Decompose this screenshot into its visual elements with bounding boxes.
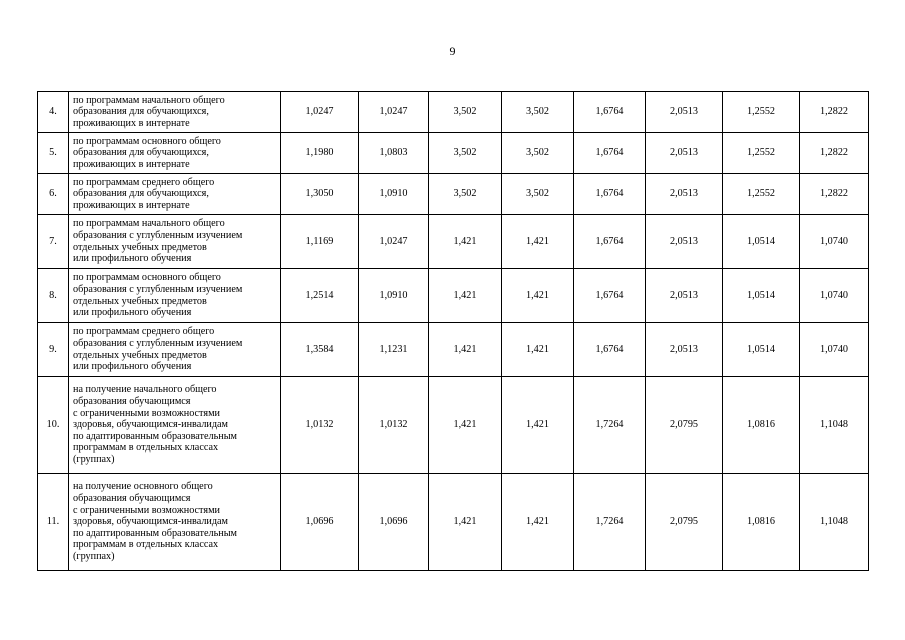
coefficient-cell: 2,0513: [646, 92, 723, 133]
description-line: отдельных учебных предметов: [73, 295, 207, 307]
coefficient-cell: 1,421: [502, 474, 574, 571]
coefficient-cell: 1,0816: [723, 474, 800, 571]
coefficients-table: [37, 91, 869, 571]
coefficient-cell: 1,6764: [574, 92, 646, 133]
coefficient-cell: 3,502: [502, 174, 574, 215]
table-row: [38, 377, 869, 474]
description-line: по адаптированным образовательным: [73, 430, 237, 442]
description-line: по адаптированным образовательным: [73, 527, 237, 539]
description-line: (группах): [73, 550, 115, 562]
coefficient-cell: 1,421: [502, 215, 574, 269]
description-line: или профильного обучения: [73, 307, 192, 319]
description-line: по программам среднего общего: [73, 176, 215, 188]
description-line: здоровья, обучающимся-инвалидам: [73, 419, 229, 431]
table-row: [38, 133, 869, 174]
table-body: [38, 92, 869, 571]
coefficient-cell: 1,0514: [723, 323, 800, 377]
description-line: программам в отдельных классах: [73, 442, 219, 454]
coefficient-cell: 1,0696: [359, 474, 429, 571]
description-line: на получение основного общего: [73, 481, 213, 493]
table-row: [38, 323, 869, 377]
coefficient-cell: 3,502: [429, 133, 502, 174]
coefficient-cell: 1,6764: [574, 174, 646, 215]
row-number: 7.: [38, 215, 69, 269]
row-number: 4.: [38, 92, 69, 133]
row-description: [69, 174, 281, 215]
coefficient-cell: 1,2552: [723, 133, 800, 174]
description-line: по программам основного общего: [73, 272, 221, 284]
description-line: или профильного обучения: [73, 361, 192, 373]
coefficient-cell: 1,0696: [281, 474, 359, 571]
coefficient-cell: 1,0740: [800, 323, 869, 377]
coefficient-cell: 1,2514: [281, 269, 359, 323]
coefficient-cell: 1,421: [502, 269, 574, 323]
coefficient-cell: 2,0513: [646, 215, 723, 269]
description-line: по программам начального общего: [73, 94, 225, 106]
table-row: [38, 269, 869, 323]
coefficient-cell: 2,0795: [646, 474, 723, 571]
description-line: проживающих в интернате: [73, 158, 190, 170]
coefficient-cell: 2,0513: [646, 133, 723, 174]
coefficient-cell: 1,0247: [281, 92, 359, 133]
page-number: 9: [449, 44, 456, 58]
table-row: [38, 174, 869, 215]
coefficient-cell: 1,0132: [281, 377, 359, 474]
row-description: [69, 215, 281, 269]
description-line: образования обучающимся: [73, 396, 191, 408]
coefficient-cell: 3,502: [502, 92, 574, 133]
row-description: [69, 269, 281, 323]
coefficient-cell: 1,3584: [281, 323, 359, 377]
coefficient-cell: 1,2552: [723, 92, 800, 133]
coefficient-cell: 2,0513: [646, 323, 723, 377]
description-line: с ограниченными возможностями: [73, 407, 220, 419]
coefficient-cell: 1,421: [429, 474, 502, 571]
coefficient-cell: 1,421: [429, 215, 502, 269]
coefficient-cell: 1,0132: [359, 377, 429, 474]
description-line: образования с углубленным изучением: [73, 229, 243, 241]
description-line: образования для обучающихся,: [73, 106, 209, 118]
table-row: [38, 92, 869, 133]
coefficient-cell: 1,0803: [359, 133, 429, 174]
coefficient-cell: 1,1231: [359, 323, 429, 377]
row-description: [69, 377, 281, 474]
description-line: здоровья, обучающимся-инвалидам: [73, 516, 229, 528]
table-row: [38, 474, 869, 571]
coefficient-cell: 1,421: [502, 323, 574, 377]
description-line: с ограниченными возможностями: [73, 504, 220, 516]
coefficient-cell: 1,7264: [574, 474, 646, 571]
coefficient-cell: 1,0514: [723, 215, 800, 269]
coefficient-cell: 1,7264: [574, 377, 646, 474]
coefficient-cell: 2,0513: [646, 269, 723, 323]
description-line: отдельных учебных предметов: [73, 241, 207, 253]
coefficient-cell: 1,6764: [574, 133, 646, 174]
description-line: образования для обучающихся,: [73, 188, 209, 200]
description-line: или профильного обучения: [73, 253, 192, 265]
description-line: проживающих в интернате: [73, 199, 190, 211]
coefficient-cell: 1,0740: [800, 269, 869, 323]
description-line: (группах): [73, 453, 115, 465]
description-line: по программам среднего общего: [73, 326, 215, 338]
coefficient-cell: 1,6764: [574, 323, 646, 377]
description-line: образования обучающимся: [73, 493, 191, 505]
row-number: 9.: [38, 323, 69, 377]
coefficient-cell: 1,421: [502, 377, 574, 474]
coefficient-cell: 1,3050: [281, 174, 359, 215]
coefficient-cell: 3,502: [429, 92, 502, 133]
coefficient-cell: 1,1980: [281, 133, 359, 174]
coefficient-cell: 2,0513: [646, 174, 723, 215]
description-line: проживающих в интернате: [73, 117, 190, 129]
coefficient-cell: 1,0910: [359, 269, 429, 323]
coefficient-cell: 1,0514: [723, 269, 800, 323]
coefficient-cell: 3,502: [429, 174, 502, 215]
coefficient-cell: 1,0740: [800, 215, 869, 269]
row-description: [69, 474, 281, 571]
coefficient-cell: 1,6764: [574, 269, 646, 323]
coefficient-cell: 1,1169: [281, 215, 359, 269]
coefficient-cell: 1,0247: [359, 92, 429, 133]
coefficient-cell: 1,2822: [800, 133, 869, 174]
coefficient-cell: 1,0910: [359, 174, 429, 215]
coefficient-cell: 1,2552: [723, 174, 800, 215]
row-number: 11.: [38, 474, 69, 571]
row-description: [69, 133, 281, 174]
coefficient-cell: 1,0247: [359, 215, 429, 269]
row-number: 10.: [38, 377, 69, 474]
row-number: 6.: [38, 174, 69, 215]
coefficient-cell: 1,2822: [800, 92, 869, 133]
row-number: 5.: [38, 133, 69, 174]
description-line: образования с углубленным изучением: [73, 337, 243, 349]
table-row: [38, 215, 869, 269]
coefficient-cell: 1,1048: [800, 474, 869, 571]
row-number: 8.: [38, 269, 69, 323]
coefficient-cell: 1,0816: [723, 377, 800, 474]
coefficient-cell: 1,1048: [800, 377, 869, 474]
coefficient-cell: 2,0795: [646, 377, 723, 474]
coefficient-cell: 1,421: [429, 377, 502, 474]
description-line: образования для обучающихся,: [73, 147, 209, 159]
description-line: по программам начального общего: [73, 218, 225, 230]
row-description: [69, 92, 281, 133]
description-line: программам в отдельных классах: [73, 539, 219, 551]
coefficient-cell: 1,421: [429, 269, 502, 323]
coefficient-cell: 1,6764: [574, 215, 646, 269]
coefficient-cell: 3,502: [502, 133, 574, 174]
coefficient-cell: 1,2822: [800, 174, 869, 215]
row-description: [69, 323, 281, 377]
description-line: по программам основного общего: [73, 135, 221, 147]
coefficient-cell: 1,421: [429, 323, 502, 377]
description-line: образования с углубленным изучением: [73, 283, 243, 295]
description-line: на получение начального общего: [73, 384, 217, 396]
description-line: отдельных учебных предметов: [73, 349, 207, 361]
